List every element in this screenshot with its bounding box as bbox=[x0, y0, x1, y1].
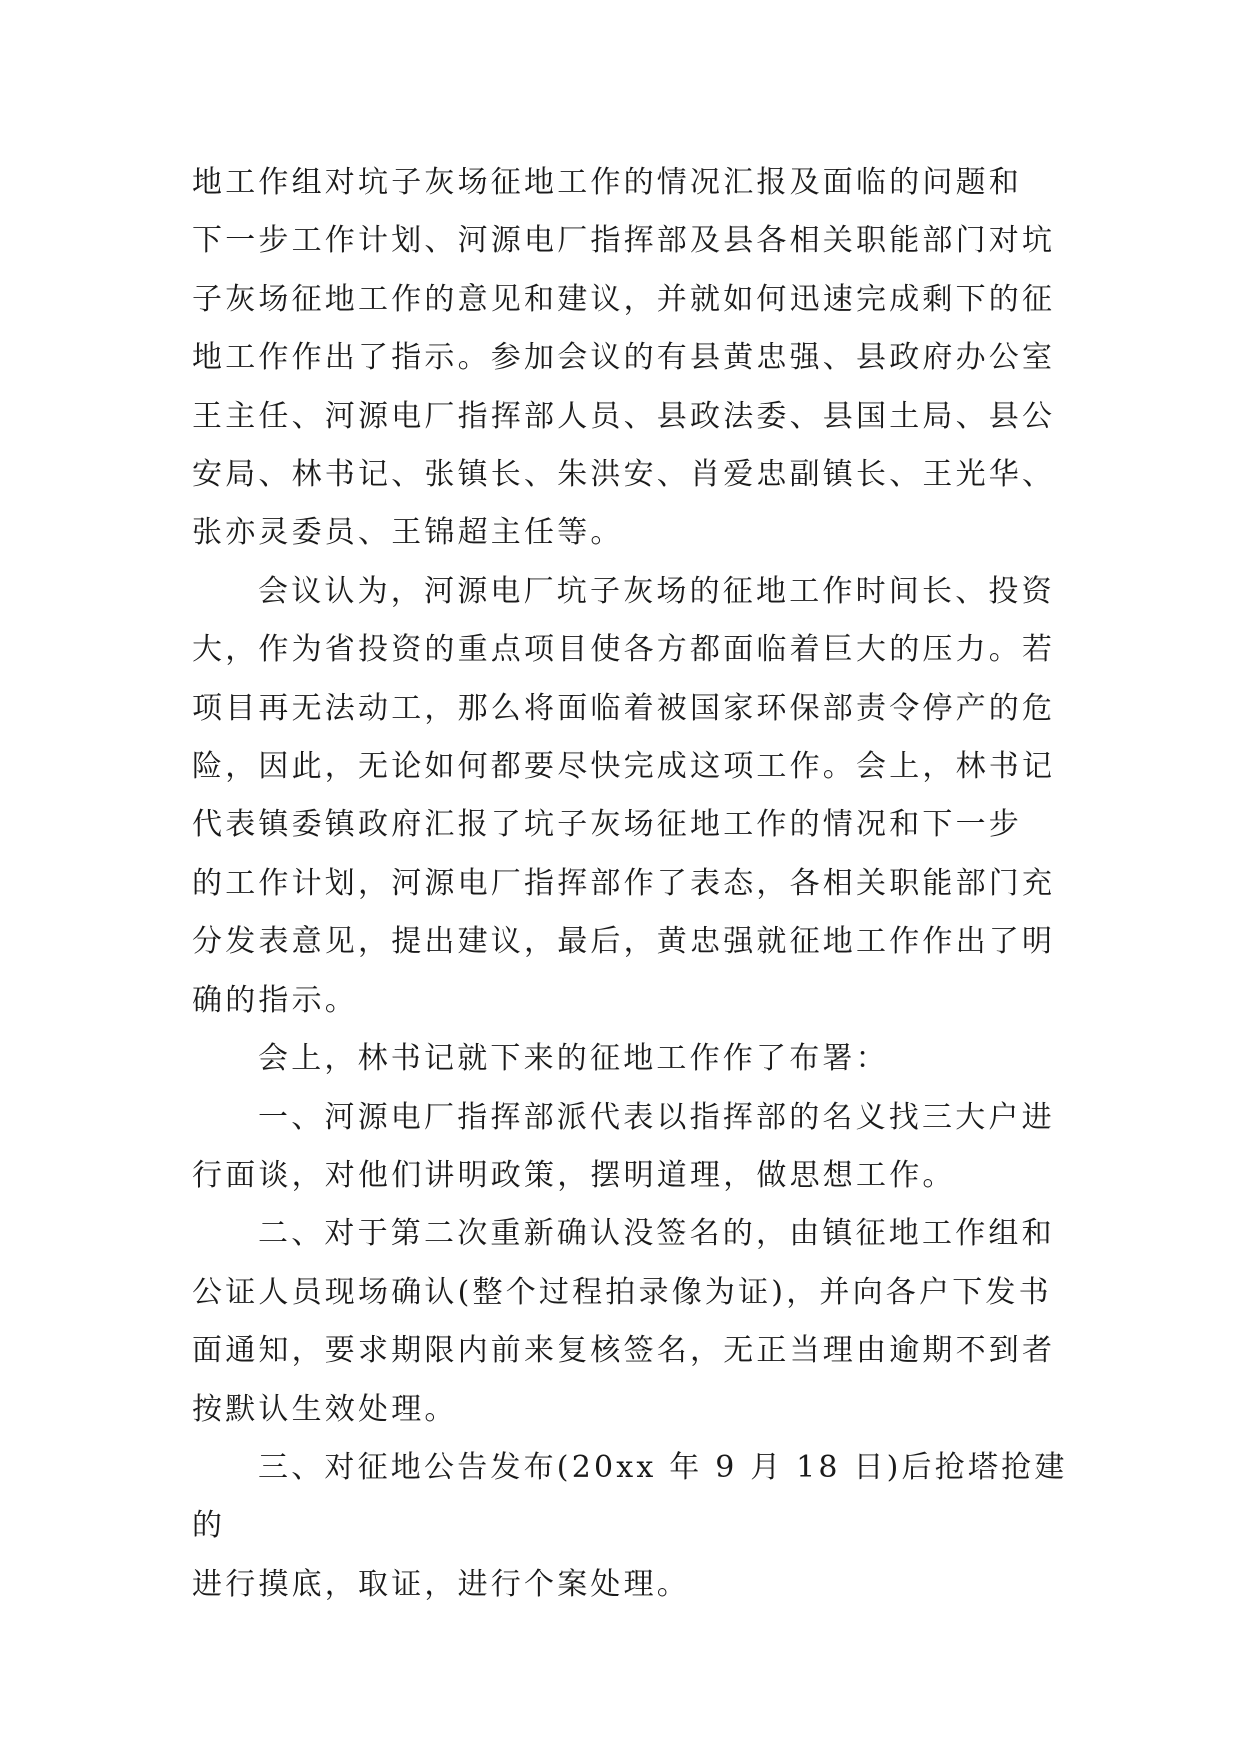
paragraph: 一、河源电厂指挥部派代表以指挥部的名义找三大户进 行面谈，对他们讲明政策，摆明道理，做思想工作。 bbox=[192, 1099, 1055, 1193]
paragraph: 会上，林书记就下来的征地工作作了布署： bbox=[258, 1041, 889, 1077]
paragraph: 二、对于第二次重新确认没签名的，由镇征地工作组和 公证人员现场确认(整个过程拍录像为证)，并向各户下发书 面通知，要求期限内前来复核签名，无正当理由逾期不到者 按默认生效处理。 bbox=[192, 1216, 1056, 1427]
document-body bbox=[192, 154, 1072, 1614]
paragraph: 会议认为，河源电厂坑子灰场的征地工作时间长、投资 大，作为省投资的重点项目使各方都面临着巨大的压力。若 项目再无法动工，那么将面临着被国家环保部责令停产的危 险，因此，无论如何都要尽快完成这项工作。会上，林书记 代表镇委镇政府汇报了坑子灰场征地工作的情况和下一步 的工作计划，河源电厂指挥部作了表态，各相关职能部门充 分发表意见，提出建议，最后，黄忠强就征地工作作出了明 确的指示。 bbox=[192, 573, 1056, 1018]
paragraph: 地工作组对坑子灰场征地工作的情况汇报及面临的问题和 下一步工作计划、河源电厂指挥部及县各相关职能部门对坑 子灰场征地工作的意见和建议，并就如何迅速完成剩下的征 地工作作出了指示。参加会议的有县黄忠强、县政府办公室 王主任、河源电厂指挥部人员、县政法委、县国土局、县公 安局、林书记、张镇长、朱洪安、肖爱忠副镇长、王光华、 张亦灵委员、王锦超主任等。 bbox=[192, 165, 1056, 551]
paragraph: 三、对征地公告发布(20xx 年 9 月 18 日)后抢塔抢建的 进行摸底，取证，进行个案处理。 bbox=[192, 1449, 1068, 1602]
